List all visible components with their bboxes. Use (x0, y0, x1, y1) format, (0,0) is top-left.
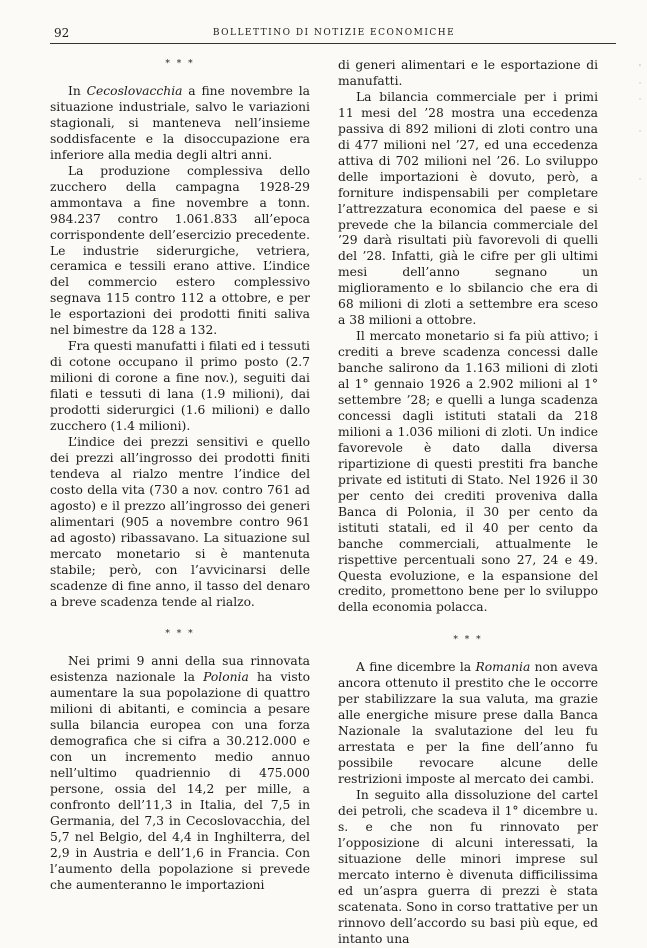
page-edge-bleed: ' · · · · (638, 63, 642, 184)
header-rule (50, 43, 616, 44)
page-number: 92 (54, 26, 70, 40)
paragraph: Il mercato monetario si fa più attivo; i crediti a breve scadenza concessi dalle banche salirono da 1.163 milioni di zloti al 1° gennaio 1926 a 2.902 milioni al 1° settembre ’28; e quelli a lunga scadenza concessi dagli istituti statali da 218 milioni a 1.036 milioni di zloti. Un indice favorevole è dato dalla diversa ripartizione di questi prestiti fra banche private ed istituti di Stato. Nel 1926 il 30 per cento dei crediti proveniva dalla Banca di Polonia, il 30 per cento da istituti statali, ed il 40 per cento da banche commerciali, attualmente le rispettive percentuali sono 27, 24 e 49. Questa evoluzione, e la espansione del credito, promettono bene per lo sviluppo della economia polacca. (338, 329, 598, 615)
right-column (338, 58, 598, 948)
paragraph-continued: di generi alimentari e le esportazione di manufatti. (338, 58, 598, 88)
paragraph: A fine dicembre la Romania non aveva ancora ottenuto il prestito che le occorre per stabilizzare la sua valuta, ma grazie alle energiche misure prese dalla Banca Nazionale la svalutazione del leu fu arrestata e per la fine dell’anno fu possibile revocare alcune delle restrizioni imposte al mercato dei cambi. (338, 660, 598, 787)
paragraph: In Cecoslovacchia a fine novembre la situazione industriale, salvo le variazioni stagionali, si manteneva nell’insieme soddisfacente e la disoccupazione era inferiore alla media degli altri anni. (50, 84, 310, 162)
paragraph: La bilancia commerciale per i primi 11 mesi del ’28 mostra una eccedenza passiva di 892 milioni di zloti contro una di 477 milioni nel ’27, ed una eccedenza attiva di 702 milioni nel ’26. Lo sviluppo delle importazioni è dovuto, però, a forniture indispensabili per completare l’attrezzatura economica del paese e si prevede che la bilancia commerciale del ’29 darà risultati più favorevoli di quelli del ’28. Infatti, già le cifre per gli ultimi mesi dell’anno segnano un miglioramento e lo sbilancio che era di 68 milioni di zloti a settembre era sceso a 38 milioni a ottobre. (338, 89, 598, 328)
paragraph: Nei primi 9 anni della sua rinnovata esistenza nazionale la Polonia ha visto aumentare la sua popolazione di quattro milioni di abitanti, e comincia a pesare sulla bilancia europea con una forza demografica che si cifra a 30.212.000 e con un incremento medio annuo nell’ultimo quadriennio di 475.000 persone, ossia del 14,2 per mille, a confronto dell’11,3 in Italia, del 7,5 in Germania, del 7,3 in Cecoslovacchia, del 5,7 nel Belgio, del 4,4 in Inghilterra, del 2,9 in Austria e dell’1,6 in Francia. Con l’aumento della popolazione si prevede che aumenteranno le importazioni (50, 654, 310, 892)
section-divider: * * * (165, 59, 195, 69)
paragraph: L’indice dei prezzi sensitivi e quello dei prezzi all’ingrosso dei prodotti finiti tendeva al rialzo mentre l’indice del costo della vita (730 a nov. contro 761 ad agosto) e il prezzo all’ingrosso dei generi alimentari (905 a novembre contro 961 ad agosto) ribassavano. La situazione sul mercato monetario si è mantenuta stabile; però, con l’avvicinarsi delle scadenze di fine anno, il tasso del denaro a breve scadenza tende al rialzo. (50, 434, 310, 609)
paragraph: Fra questi manufatti i filati ed i tessuti di cotone occupano il primo posto (2.7 milioni di corone a fine nov.), seguiti dai filati e tessuti di lana (1.9 milioni), dai prodotti siderurgici (1.6 milioni) e dallo zucchero (1.4 milioni). (50, 339, 310, 434)
left-column (50, 58, 310, 894)
paragraph: La produzione complessiva dello zucchero della campagna 1928-29 ammontava a fine novembre a tonn. 984.237 contro 1.061.833 all’epoca corrispondente dell’esercizio precedente. Le industrie siderurgiche, vetriera, ceramica e tessili erano attive. L’indice del commercio estero complessivo segnava 115 contro 112 a ottobre, e per le esportazioni dei prodotti finiti saliva nel bimestre da 128 a 132. (50, 163, 310, 338)
journal-title: BOLLETTINO DI NOTIZIE ECONOMICHE (212, 28, 456, 38)
country-name: Cecoslovacchia (86, 84, 183, 98)
section-divider: * * * (165, 629, 195, 640)
country-name: Polonia (203, 670, 249, 685)
running-header (54, 26, 614, 42)
paragraph: In seguito alla dissoluzione del cartel dei petroli, che scadeva il 1° dicembre u. s. e che non fu rinnovato per l’opposizione di alcuni interessati, la situazione delle minori imprese sul mercato interno è divenuta difficilissima ed un’aspra guerra di prezzi è stata scatenata. Sono in corso trattative per un rinnovo dell’accordo su basi più eque, ed intanto una (338, 787, 598, 946)
country-name: Romania (475, 660, 531, 675)
section-divider: * * * (453, 635, 483, 646)
